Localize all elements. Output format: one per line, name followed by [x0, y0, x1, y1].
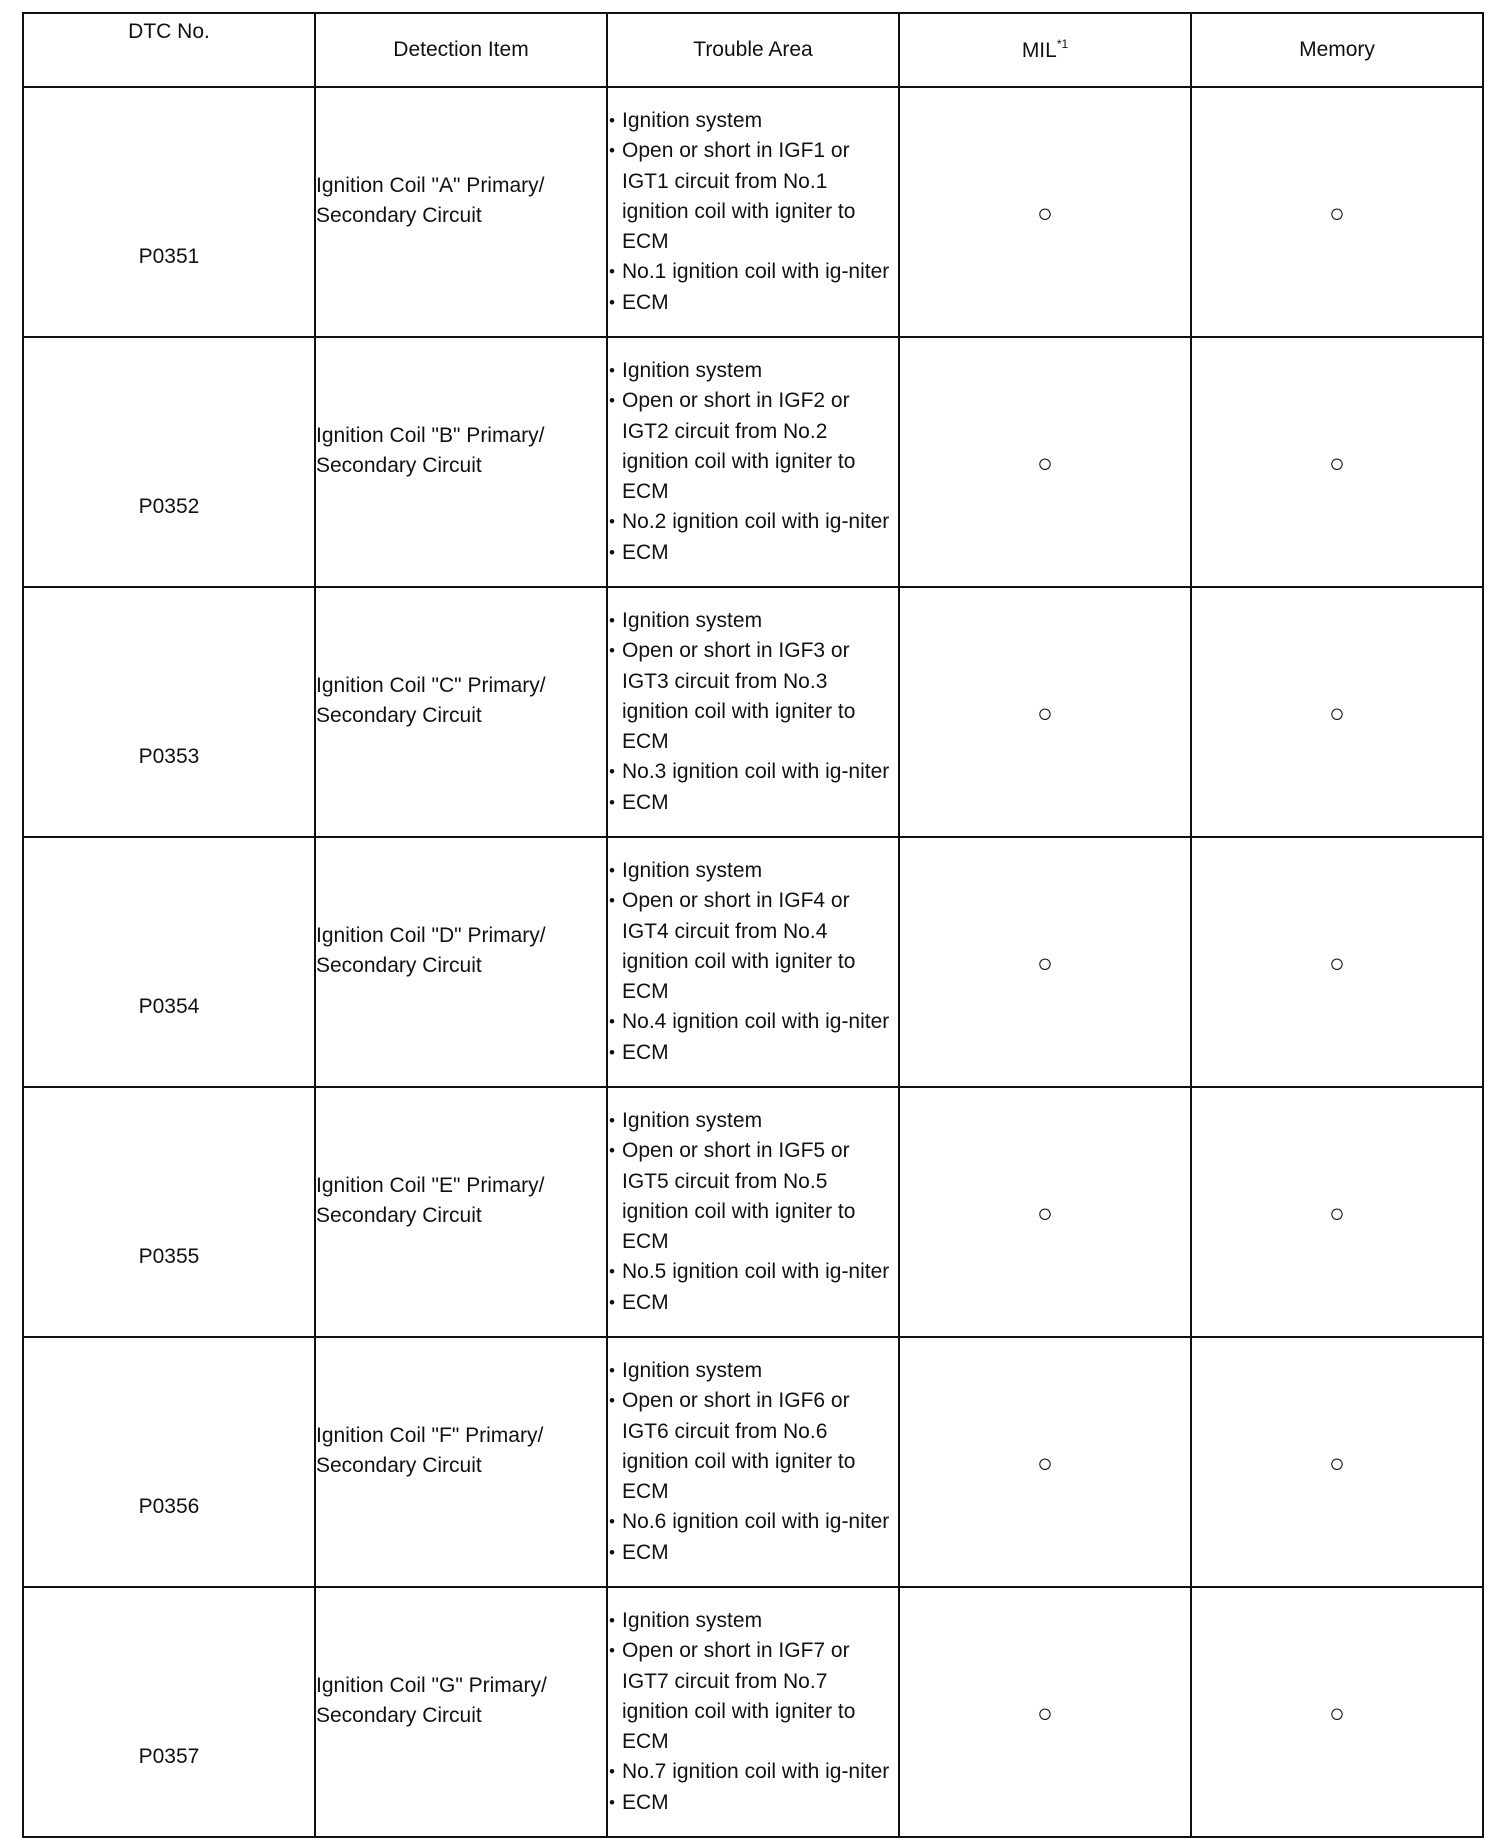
mil-circle-icon: ○: [1037, 1698, 1053, 1728]
detection-item-line: Ignition Coil "D" Primary/: [316, 924, 546, 947]
trouble-area-cell: [607, 337, 899, 587]
header-mil: [899, 13, 1191, 87]
dtc-code: P0356: [138, 1495, 200, 1518]
detection-item-line: Secondary Circuit: [316, 954, 482, 977]
detection-item-text: [316, 1171, 606, 1231]
dtc-code: P0352: [138, 495, 200, 518]
trouble-area-item: • Open or short in IGF4 or IGT4 circuit from No.4 ignition coil with igniter to ECM: [608, 886, 898, 1007]
detection-item-cell: [315, 1587, 607, 1837]
detection-item-cell: [315, 1087, 607, 1337]
mil-cell: [899, 1587, 1191, 1837]
detection-item-line: Secondary Circuit: [316, 1704, 482, 1727]
table-row: [23, 1087, 1483, 1337]
header-detection-item: Detection Item: [315, 13, 607, 87]
mil-circle-icon: ○: [1037, 1198, 1053, 1228]
trouble-area-item: • Open or short in IGF6 or IGT6 circuit from No.6 ignition coil with igniter to ECM: [608, 1386, 898, 1507]
header-row: [23, 13, 1483, 87]
memory-cell: [1191, 337, 1483, 587]
trouble-area-cell: [607, 1087, 899, 1337]
detection-item-line: Ignition Coil "E" Primary/: [316, 1174, 545, 1197]
trouble-area-item: • No.5 ignition coil with ig-niter: [608, 1257, 898, 1287]
detection-item-line: Ignition Coil "F" Primary/: [316, 1424, 544, 1447]
trouble-area-item: • ECM: [608, 1788, 898, 1818]
trouble-area-list: [608, 1606, 898, 1818]
memory-circle-icon: ○: [1329, 948, 1345, 978]
dtc-code: P0355: [138, 1245, 200, 1268]
detection-item-text: [316, 1671, 606, 1731]
memory-cell: [1191, 587, 1483, 837]
mil-circle-icon: ○: [1037, 198, 1053, 228]
memory-cell: [1191, 87, 1483, 337]
header-memory: Memory: [1191, 13, 1483, 87]
trouble-area-item: • No.4 ignition coil with ig-niter: [608, 1007, 898, 1037]
dtc-code: P0351: [138, 245, 200, 268]
detection-item-line: Ignition Coil "G" Primary/: [316, 1674, 547, 1697]
detection-item-text: [316, 1421, 606, 1481]
trouble-area-item: • ECM: [608, 788, 898, 818]
mil-cell: [899, 1337, 1191, 1587]
memory-circle-icon: ○: [1329, 1698, 1345, 1728]
detection-item-line: Ignition Coil "C" Primary/: [316, 674, 546, 697]
detection-item-line: Secondary Circuit: [316, 1204, 482, 1227]
detection-item-line: Secondary Circuit: [316, 1454, 482, 1477]
mil-circle-icon: ○: [1037, 698, 1053, 728]
dtc-code-cell: [23, 1087, 315, 1337]
trouble-area-list: [608, 1356, 898, 1568]
dtc-code: P0354: [138, 995, 200, 1018]
dtc-code-cell: [23, 837, 315, 1087]
trouble-area-item: • No.2 ignition coil with ig-niter: [608, 507, 898, 537]
dtc-code-cell: [23, 1337, 315, 1587]
table-row: [23, 837, 1483, 1087]
detection-item-line: Ignition Coil "A" Primary/: [316, 174, 545, 197]
mil-circle-icon: ○: [1037, 948, 1053, 978]
memory-cell: [1191, 1337, 1483, 1587]
mil-cell: [899, 837, 1191, 1087]
dtc-table: [22, 12, 1484, 1838]
table-row: [23, 1587, 1483, 1837]
trouble-area-cell: [607, 87, 899, 337]
dtc-code-cell: [23, 1587, 315, 1837]
detection-item-text: [316, 421, 606, 481]
memory-circle-icon: ○: [1329, 448, 1345, 478]
detection-item-text: [316, 171, 606, 231]
trouble-area-list: [608, 856, 898, 1068]
detection-item-cell: [315, 337, 607, 587]
trouble-area-item: • Open or short in IGF7 or IGT7 circuit from No.7 ignition coil with igniter to ECM: [608, 1636, 898, 1757]
header-mil-footnote: *1: [1056, 37, 1069, 51]
trouble-area-item: • Open or short in IGF1 or IGT1 circuit from No.1 ignition coil with igniter to ECM: [608, 136, 898, 257]
detection-item-text: [316, 671, 606, 731]
mil-cell: [899, 337, 1191, 587]
mil-circle-icon: ○: [1037, 448, 1053, 478]
memory-circle-icon: ○: [1329, 198, 1345, 228]
dtc-code: P0353: [138, 745, 200, 768]
table-row: [23, 1337, 1483, 1587]
trouble-area-item: • Open or short in IGF2 or IGT2 circuit from No.2 ignition coil with igniter to ECM: [608, 386, 898, 507]
mil-cell: [899, 587, 1191, 837]
trouble-area-item: • ECM: [608, 1288, 898, 1318]
dtc-code-cell: [23, 337, 315, 587]
table-row: [23, 587, 1483, 837]
trouble-area-list: [608, 606, 898, 818]
trouble-area-item: • ECM: [608, 1538, 898, 1568]
trouble-area-item: • No.3 ignition coil with ig-niter: [608, 757, 898, 787]
trouble-area-item: • Ignition system: [608, 1356, 898, 1386]
memory-circle-icon: ○: [1329, 1448, 1345, 1478]
mil-circle-icon: ○: [1037, 1448, 1053, 1478]
memory-circle-icon: ○: [1329, 698, 1345, 728]
table-row: [23, 87, 1483, 337]
detection-item-text: [316, 921, 606, 981]
detection-item-cell: [315, 1337, 607, 1587]
trouble-area-item: • Ignition system: [608, 356, 898, 386]
trouble-area-item: • ECM: [608, 288, 898, 318]
trouble-area-cell: [607, 1587, 899, 1837]
mil-cell: [899, 1087, 1191, 1337]
trouble-area-item: • ECM: [608, 538, 898, 568]
dtc-code-cell: [23, 87, 315, 337]
detection-item-cell: [315, 587, 607, 837]
trouble-area-list: [608, 106, 898, 318]
dtc-code-cell: [23, 587, 315, 837]
trouble-area-cell: [607, 587, 899, 837]
trouble-area-item: • Ignition system: [608, 606, 898, 636]
detection-item-line: Ignition Coil "B" Primary/: [316, 424, 545, 447]
trouble-area-item: • No.6 ignition coil with ig-niter: [608, 1507, 898, 1537]
trouble-area-item: • No.7 ignition coil with ig-niter: [608, 1757, 898, 1787]
header-trouble-area: Trouble Area: [607, 13, 899, 87]
trouble-area-item: • Ignition system: [608, 106, 898, 136]
detection-item-cell: [315, 87, 607, 337]
trouble-area-item: • Open or short in IGF3 or IGT3 circuit from No.3 ignition coil with igniter to ECM: [608, 636, 898, 757]
memory-cell: [1191, 837, 1483, 1087]
trouble-area-list: [608, 356, 898, 568]
detection-item-cell: [315, 837, 607, 1087]
trouble-area-item: • No.1 ignition coil with ig-niter: [608, 257, 898, 287]
memory-cell: [1191, 1587, 1483, 1837]
detection-item-line: Secondary Circuit: [316, 204, 482, 227]
trouble-area-item: • Ignition system: [608, 856, 898, 886]
header-dtc-no: DTC No.: [23, 13, 315, 87]
memory-circle-icon: ○: [1329, 1198, 1345, 1228]
table-row: [23, 337, 1483, 587]
memory-cell: [1191, 1087, 1483, 1337]
trouble-area-cell: [607, 1337, 899, 1587]
trouble-area-item: • Ignition system: [608, 1606, 898, 1636]
dtc-code: P0357: [138, 1745, 200, 1768]
mil-cell: [899, 87, 1191, 337]
dtc-table-page: [22, 12, 1482, 1838]
trouble-area-item: • ECM: [608, 1038, 898, 1068]
header-mil-label: MIL: [1021, 39, 1057, 62]
trouble-area-list: [608, 1106, 898, 1318]
detection-item-line: Secondary Circuit: [316, 704, 482, 727]
trouble-area-item: • Open or short in IGF5 or IGT5 circuit from No.5 ignition coil with igniter to ECM: [608, 1136, 898, 1257]
trouble-area-cell: [607, 837, 899, 1087]
trouble-area-item: • Ignition system: [608, 1106, 898, 1136]
detection-item-line: Secondary Circuit: [316, 454, 482, 477]
